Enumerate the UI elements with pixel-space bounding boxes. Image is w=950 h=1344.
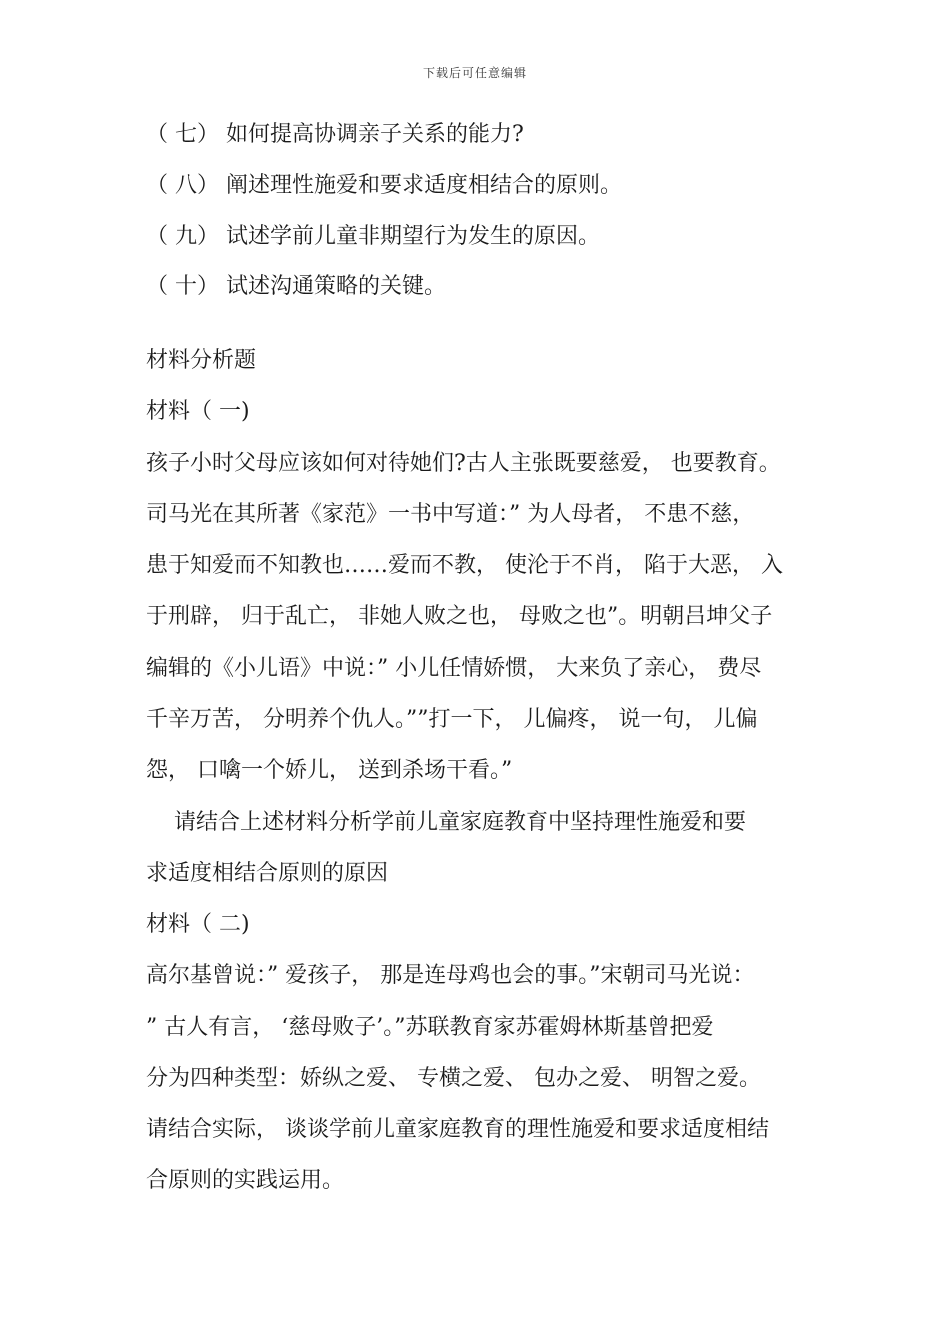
- question-7: （ 七） 如何提高协调亲子关系的能力?: [146, 122, 524, 147]
- material-1-line: 千辛万苦， 分明养个仇人。””打一下， 儿偏疼， 说一句， 儿偏: [146, 707, 758, 732]
- section-title: 材料分析题: [146, 348, 257, 373]
- material-2-line: 请结合实际， 谈谈学前儿童家庭教育的理性施爱和要求适度相结: [146, 1117, 769, 1142]
- material-2-line: ” 古人有言， ‘慈母败子’。”苏联教育家苏霍姆林斯基曾把爱: [146, 1015, 714, 1040]
- material-1-question: 求适度相结合原则的原因: [146, 861, 389, 886]
- question-8: （ 八） 阐述理性施爱和要求适度相结合的原则。: [146, 173, 622, 198]
- question-9: （ 九） 试述学前儿童非期望行为发生的原因。: [146, 224, 600, 249]
- material-2-label: 材料（ 二): [146, 912, 250, 937]
- material-1-line: 司马光在其所著《家范》一书中写道：” 为人母者， 不患不慈，: [146, 502, 755, 527]
- material-1-line: 编辑的《小儿语》中说：” 小儿任情娇惯， 大来负了亲心， 费尽: [146, 656, 762, 681]
- material-1-label: 材料（ 一): [146, 399, 250, 424]
- question-10: （ 十） 试述沟通策略的关键。: [146, 274, 446, 299]
- material-2-line: 合原则的实践运用。: [146, 1168, 345, 1193]
- material-2-line: 分为四种类型：娇纵之爱、 专横之爱、 包办之爱、 明智之爱。: [146, 1066, 761, 1091]
- material-2-line: 高尔基曾说：” 爱孩子， 那是连母鸡也会的事。”宋朝司马光说：: [146, 963, 755, 988]
- material-1-line: 于刑辟， 归于乱亡， 非她人败之也， 母败之也”。明朝吕坤父子: [146, 604, 773, 629]
- material-1-line: 孩子小时父母应该如何对待她们?古人主张既要慈爱， 也要教育。: [146, 451, 781, 476]
- material-1-question: 请结合上述材料分析学前儿童家庭教育中坚持理性施爱和要: [146, 810, 746, 835]
- material-1-line: 怨， 口噙一个娇儿， 送到杀场干看。”: [146, 758, 513, 783]
- page-header: 下载后可任意编辑: [422, 66, 527, 80]
- material-1-line: 患于知爱而不知教也……爱而不教， 使沦于不肖， 陷于大恶， 入: [146, 553, 783, 578]
